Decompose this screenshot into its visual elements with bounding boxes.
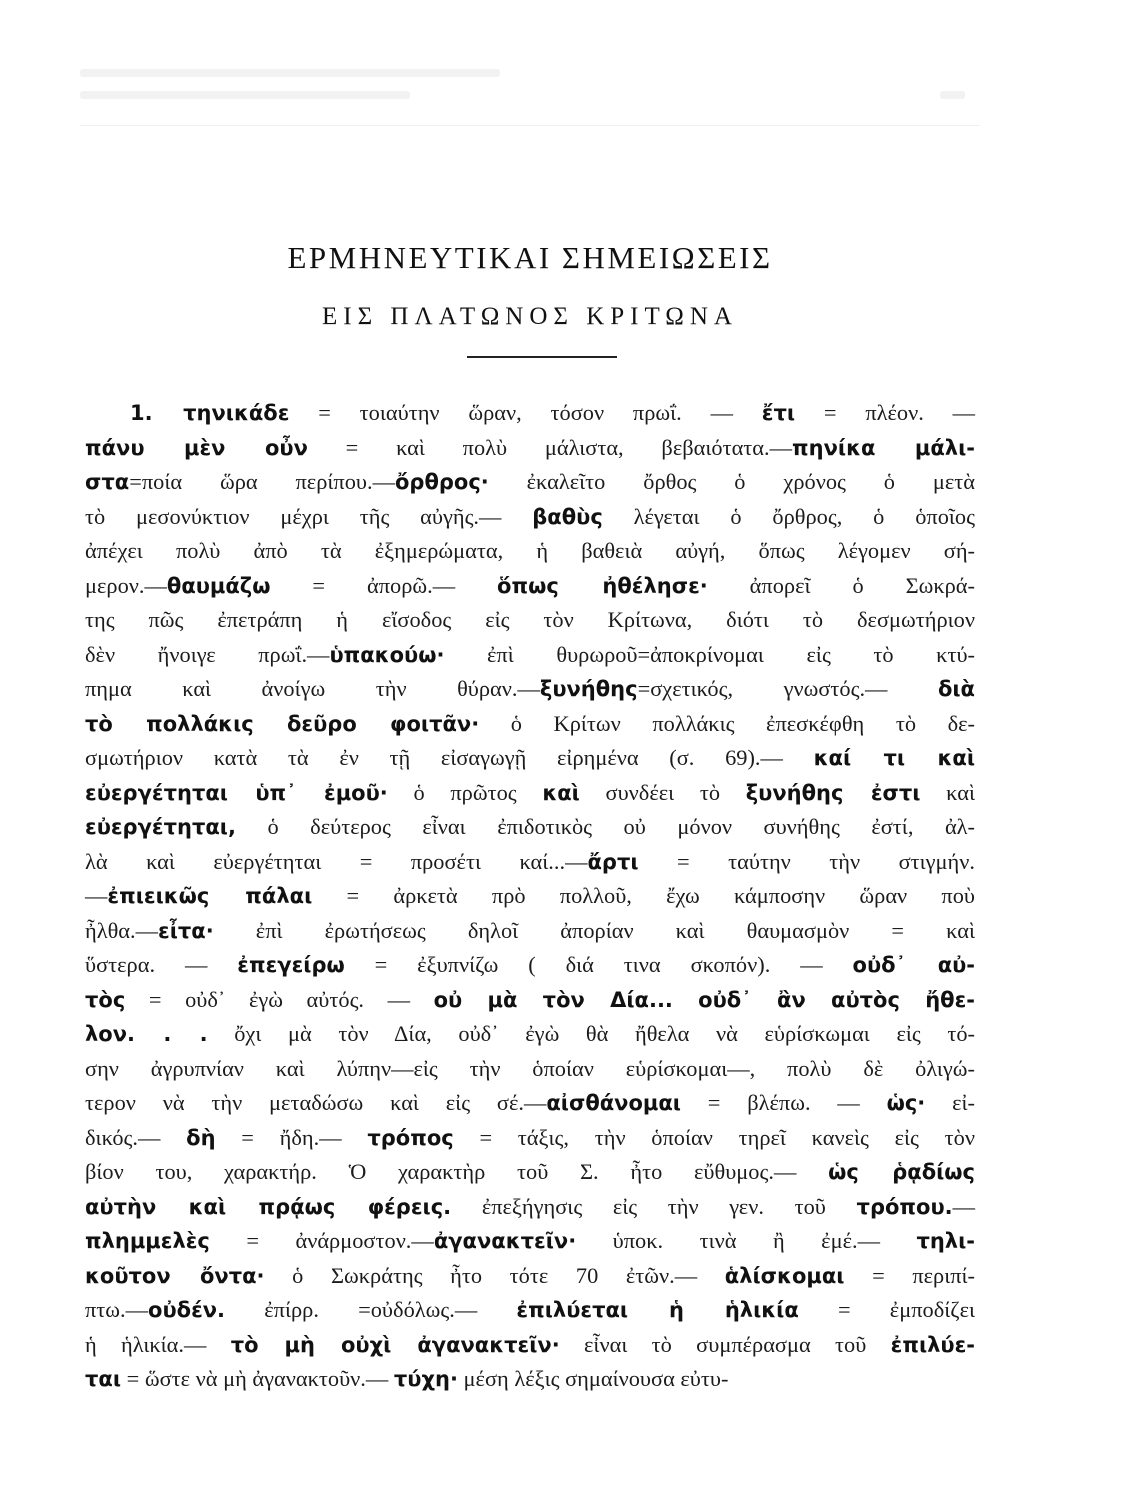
gloss-text: =σχετικός, γνωστός.—	[637, 676, 938, 701]
lemma: κοῦτον ὄντα·	[85, 1263, 265, 1288]
gloss-text: τερον νὰ τὴν μεταδώσω καὶ εἰς σέ.—	[85, 1090, 547, 1115]
page-title: ΕΡΜΗΝΕΥΤΙΚΑΙ ΣΗΜΕΙΩΣΕΙΣ	[287, 240, 773, 275]
gloss-text: = ὥστε νὰ μὴ ἀγανακτοῦν.—	[121, 1366, 394, 1391]
text-line	[85, 810, 975, 845]
show-through-header	[80, 55, 980, 126]
lemma: οὐδ᾽ αὐ-	[852, 953, 976, 977]
lemma: τηλι-	[916, 1229, 975, 1253]
gloss-text: —	[952, 1193, 975, 1219]
lemma: αὐτὴν καὶ πρᾴως φέρεις.	[85, 1194, 452, 1219]
gloss-text: ἐπὶ θυρωροῦ=ἀποκρίνομαι εἰς τὸ κτύ-	[444, 641, 976, 667]
lemma: ἐπιλύεται ἡ ἡλικία	[516, 1298, 799, 1322]
lemma: εὐεργέτηται ὑπ᾽ ἐμοῦ·	[85, 780, 388, 805]
gloss-text: = ἀπορῶ.—	[270, 572, 498, 598]
lemma: ὡς ῥᾳδίως	[828, 1160, 975, 1184]
gloss-text: = ἐμποδίζει	[798, 1297, 975, 1322]
text-line	[85, 1328, 975, 1363]
gloss-text: εἶναι τὸ συμπέρασμα τοῦ	[559, 1331, 891, 1357]
gloss-text: ἐπίρρ. =οὐδόλως.—	[225, 1297, 517, 1322]
lemma: ὑπακούω·	[329, 642, 445, 667]
lemma: πηνίκα μάλι-	[792, 435, 975, 460]
text-line	[85, 741, 975, 776]
lemma: ξυνήθης ἐστι	[745, 780, 921, 805]
lemma: εἶτα·	[158, 918, 214, 943]
gloss-text: ἡ ἡλικία.—	[85, 1331, 231, 1357]
gloss-text: δὲν ἤνοιγε πρωΐ.—	[85, 641, 330, 667]
gloss-text: —	[85, 883, 108, 908]
gloss-text: βίον του, χαρακτήρ. Ὁ χαρακτὴρ τοῦ Σ. ἦτο εὔθυμος.—	[85, 1159, 829, 1184]
text-line	[85, 776, 975, 811]
gloss-text: ὄχι μὰ τὸν Δία, οὐδ᾽ ἐγὼ θὰ ἤθελα νὰ εὑρίσκωμαι εἰς τό-	[207, 1021, 975, 1046]
lemma: βαθὺς	[532, 504, 603, 529]
text-line	[85, 1086, 975, 1121]
gloss-text: σμωτήριον κατὰ τὰ ἐν τῇ εἰσαγωγῇ εἰρημένα (σ. 69).—	[85, 745, 814, 770]
gloss-text: ὁ Σωκράτης ἦτο τότε 70 ἐτῶν.—	[264, 1262, 725, 1288]
text-line	[85, 1017, 975, 1052]
gloss-text: μέση λέξις σημαίνουσα εὐτυ-	[457, 1366, 729, 1391]
gloss-text: = περιπί-	[844, 1262, 976, 1288]
text-line	[85, 1121, 975, 1156]
gloss-text: εἰ-	[925, 1090, 975, 1115]
lemma: πάνυ μὲν οὖν	[85, 435, 308, 460]
gloss-text: λέγεται ὁ ὄρθρος, ὁ ὁποῖος	[602, 503, 975, 529]
text-line	[85, 1190, 975, 1225]
commentary-text	[85, 396, 975, 1397]
text-line	[85, 1293, 975, 1328]
lemma: ἐπιεικῶς πάλαι	[107, 884, 313, 908]
gloss-text: = πλέον. —	[795, 400, 975, 425]
lemma: ἐπιλύε-	[890, 1332, 976, 1357]
gloss-text: ὑποκ. τινὰ ἢ ἐμέ.—	[576, 1228, 917, 1253]
lemma: εὐεργέτηται,	[85, 815, 236, 839]
title-divider	[467, 356, 617, 358]
lemma: ἀγανακτεῖν·	[433, 1229, 577, 1253]
text-line	[85, 672, 975, 707]
gloss-text: ὁ πρῶτος	[387, 779, 543, 805]
lemma: ὄρθρος·	[394, 470, 489, 494]
gloss-text: = ἀνάρμοστον.—	[209, 1228, 434, 1253]
lemma: τύχη·	[393, 1367, 458, 1391]
gloss-text: πτω.—	[85, 1297, 149, 1322]
lemma: τὸ πολλάκις δεῦρο φοιτᾶν·	[85, 711, 480, 736]
text-line	[85, 534, 975, 569]
gloss-text: δικός.—	[85, 1124, 187, 1150]
gloss-text: ἐπὶ ἐρωτήσεως δηλοῖ ἀπορίαν καὶ θαυμασμὸν = καὶ	[213, 917, 975, 943]
text-line	[85, 603, 975, 638]
lemma: τρόπου.	[856, 1194, 953, 1219]
show-through-line	[80, 69, 500, 77]
text-line	[85, 396, 975, 431]
text-line	[85, 1362, 975, 1397]
gloss-text: ὁ δεύτερος εἶναι ἐπιδοτικὸς οὐ μόνον συνήθης ἐστί, ἀλ-	[235, 814, 975, 839]
text-line	[85, 431, 975, 466]
lemma: τρόπος	[367, 1125, 454, 1150]
gloss-text: ἐκαλεῖτο ὄρθος ὁ χρόνος ὁ μετὰ	[488, 469, 975, 494]
gloss-text: =ποία ὥρα περίπου.—	[129, 469, 395, 494]
gloss-text: σην ἀγρυπνίαν καὶ λύπην—εἰς τὴν ὁποίαν εὑρίσκομαι—, πολὺ δὲ ὀλιγώ-	[85, 1055, 975, 1081]
lemma: δὴ	[186, 1125, 216, 1150]
gloss-text: = ταύτην τὴν στιγμήν.	[638, 848, 975, 874]
lemma: ἁλίσκομαι	[724, 1263, 845, 1288]
text-line	[85, 1155, 975, 1190]
text-line	[85, 638, 975, 673]
text-line	[85, 914, 975, 949]
show-through-line	[80, 91, 410, 99]
lemma: ξυνήθης	[539, 677, 638, 701]
gloss-text: συνδέει τὸ	[579, 779, 746, 805]
show-through-line	[940, 91, 965, 99]
text-line	[85, 569, 975, 604]
text-line	[85, 500, 975, 535]
gloss-text: ὁ Κρίτων πολλάκις ἐπεσκέφθη τὸ δε-	[479, 710, 976, 736]
gloss-text: πημα καὶ ἀνοίγω τὴν θύραν.—	[85, 676, 540, 701]
gloss-text: ἀπορεῖ ὁ Σωκρά-	[707, 572, 975, 598]
text-line	[85, 1224, 975, 1259]
lemma: 1. τηνικάδε	[130, 401, 290, 425]
lemma: ἐπεγείρω	[237, 953, 345, 977]
lemma: ται	[85, 1367, 122, 1391]
gloss-text: της πῶς ἐπετράπη ἡ εἴσοδος εἰς τὸν Κρίτωνα, διότι τὸ δεσμωτήριον	[85, 607, 975, 632]
gloss-text: = βλέπω. —	[680, 1090, 887, 1115]
text-line	[85, 845, 975, 880]
gloss-text: μερον.—	[85, 572, 167, 598]
text-line	[85, 465, 975, 500]
gloss-text: ὕστερα. —	[85, 952, 238, 977]
gloss-text: ἐπεξήγησις εἰς τὴν γεν. τοῦ	[451, 1193, 857, 1219]
lemma: τὸ μὴ οὐχὶ ἀγανακτεῖν·	[230, 1332, 560, 1357]
gloss-text: = τοιαύτην ὥραν, τόσον πρωΐ. —	[289, 400, 762, 425]
lemma: οὐδέν.	[148, 1298, 226, 1322]
text-line	[85, 879, 975, 914]
text-line	[85, 948, 975, 983]
lemma: θαυμάζω	[166, 573, 271, 598]
text-line	[85, 983, 975, 1018]
gloss-text: λὰ καὶ εὐεργέτηται = προσέτι καί...—	[85, 848, 588, 874]
lemma: αἰσθάνομαι	[546, 1091, 681, 1115]
lemma: στα	[85, 470, 130, 494]
lemma: λον. . .	[85, 1022, 208, 1046]
lemma: τὸς	[85, 987, 126, 1012]
lemma: καί τι καὶ	[813, 746, 976, 770]
gloss-text: = ἀρκετὰ πρὸ πολλοῦ, ἔχω κάμποσην ὥραν ποὺ	[312, 883, 975, 908]
gloss-text: = ἐξυπνίζω ( διά τινα σκοπόν). —	[344, 952, 853, 977]
lemma: ὡς·	[886, 1091, 926, 1115]
text-line	[85, 1259, 975, 1294]
gloss-text: = οὐδ᾽ ἐγὼ αὐτός. —	[125, 986, 434, 1012]
page-subtitle: ΕΙΣ ΠΛΑΤΩΝΟΣ ΚΡΙΤΩΝΑ	[322, 303, 738, 330]
gloss-text: ἀπέχει πολὺ ἀπὸ τὰ ἐξημερώματα, ἡ βαθειὰ αὐγή, ὅπως λέγομεν σή-	[85, 538, 975, 563]
lemma: οὐ μὰ τὸν Δία... οὐδ᾽ ἂν αὐτὸς ἤθε-	[433, 987, 976, 1012]
lemma: διὰ	[937, 677, 975, 701]
text-line	[85, 1052, 975, 1087]
gloss-text: = καὶ πολὺ μάλιστα, βεβαιότατα.—	[307, 434, 793, 460]
gloss-text: = ἤδη.—	[215, 1124, 368, 1150]
lemma: ὅπως ἠθέλησε·	[497, 573, 708, 598]
gloss-text: ἦλθα.—	[85, 917, 159, 943]
lemma: ἄρτι	[587, 849, 639, 874]
gloss-text: καὶ	[920, 779, 975, 805]
lemma: ἔτι	[761, 401, 796, 425]
lemma: καὶ	[542, 780, 580, 805]
gloss-text: τὸ μεσονύκτιον μέχρι τῆς αὐγῆς.—	[85, 503, 533, 529]
gloss-text: = τάξις, τὴν ὁποίαν τηρεῖ κανεὶς εἰς τὸν	[453, 1124, 975, 1150]
text-line	[85, 707, 975, 742]
lemma: πλημμελὲς	[85, 1229, 210, 1253]
